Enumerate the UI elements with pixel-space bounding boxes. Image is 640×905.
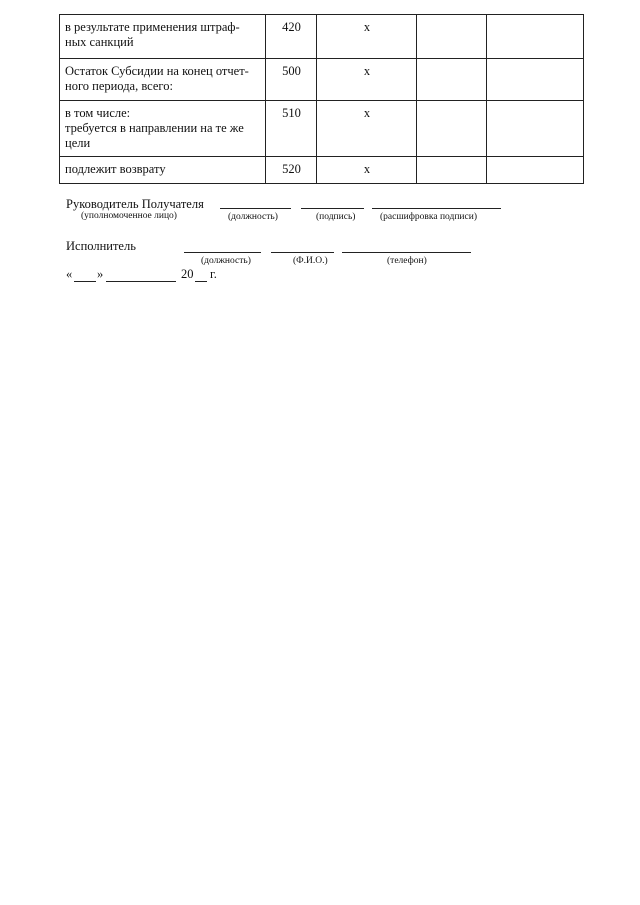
row-mark: x (363, 20, 371, 34)
row-code-cell (266, 15, 317, 59)
row-name: в том числе: требуется в направлении на те же цели (65, 106, 244, 150)
empty-cell (487, 101, 584, 157)
executor-label: Исполнитель (66, 239, 136, 253)
head-decoding-line (372, 208, 501, 209)
row-name-cell (60, 101, 266, 157)
executor-position-caption: (должность) (201, 256, 251, 266)
row-code: 420 (282, 20, 301, 34)
empty-cell (487, 157, 584, 184)
table-row (60, 157, 584, 184)
executor-phone-line (342, 252, 471, 253)
empty-cell (487, 15, 584, 59)
report-table (59, 14, 584, 184)
row-mark-cell (317, 15, 417, 59)
head-decoding-caption: (расшифровка подписи) (380, 212, 477, 222)
table-row (60, 101, 584, 157)
empty-cell (487, 59, 584, 101)
date-year-line (195, 281, 207, 282)
row-code-cell (266, 101, 317, 157)
row-name: в результате применения штраф- ных санкций (65, 20, 240, 49)
row-mark: x (363, 64, 371, 78)
row-code: 500 (282, 64, 301, 78)
row-mark: x (363, 106, 371, 120)
empty-cell (417, 157, 487, 184)
empty-cell (417, 101, 487, 157)
row-name: подлежит возврату (65, 162, 166, 176)
row-code: 520 (282, 162, 301, 176)
empty-cell (417, 15, 487, 59)
date-month-line (106, 281, 176, 282)
date-open-quote: « (66, 267, 73, 281)
row-name-cell (60, 59, 266, 101)
date-year-prefix: 20 (181, 267, 194, 281)
row-name-cell (60, 157, 266, 184)
row-mark: x (363, 162, 371, 176)
row-code-cell (266, 157, 317, 184)
date-close-quote: » (97, 267, 104, 281)
row-code-cell (266, 59, 317, 101)
head-position-line (220, 208, 291, 209)
executor-fio-line (271, 252, 334, 253)
date-day-line (74, 281, 96, 282)
row-mark-cell (317, 59, 417, 101)
executor-fio-caption: (Ф.И.О.) (293, 256, 328, 266)
date-suffix: г. (210, 267, 217, 281)
table-row (60, 59, 584, 101)
row-name: Остаток Субсидии на конец отчет- ного периода, всего: (65, 64, 249, 93)
head-label: Руководитель Получателя (66, 197, 204, 211)
row-mark-cell (317, 157, 417, 184)
executor-position-line (184, 252, 261, 253)
head-sign-caption: (подпись) (316, 212, 356, 222)
head-sign-line (301, 208, 364, 209)
head-caption: (уполномоченное лицо) (81, 211, 177, 221)
empty-cell (417, 59, 487, 101)
head-position-caption: (должность) (228, 212, 278, 222)
row-name-cell (60, 15, 266, 59)
row-mark-cell (317, 101, 417, 157)
table-row (60, 15, 584, 59)
row-code: 510 (282, 106, 301, 120)
executor-phone-caption: (телефон) (387, 256, 427, 266)
